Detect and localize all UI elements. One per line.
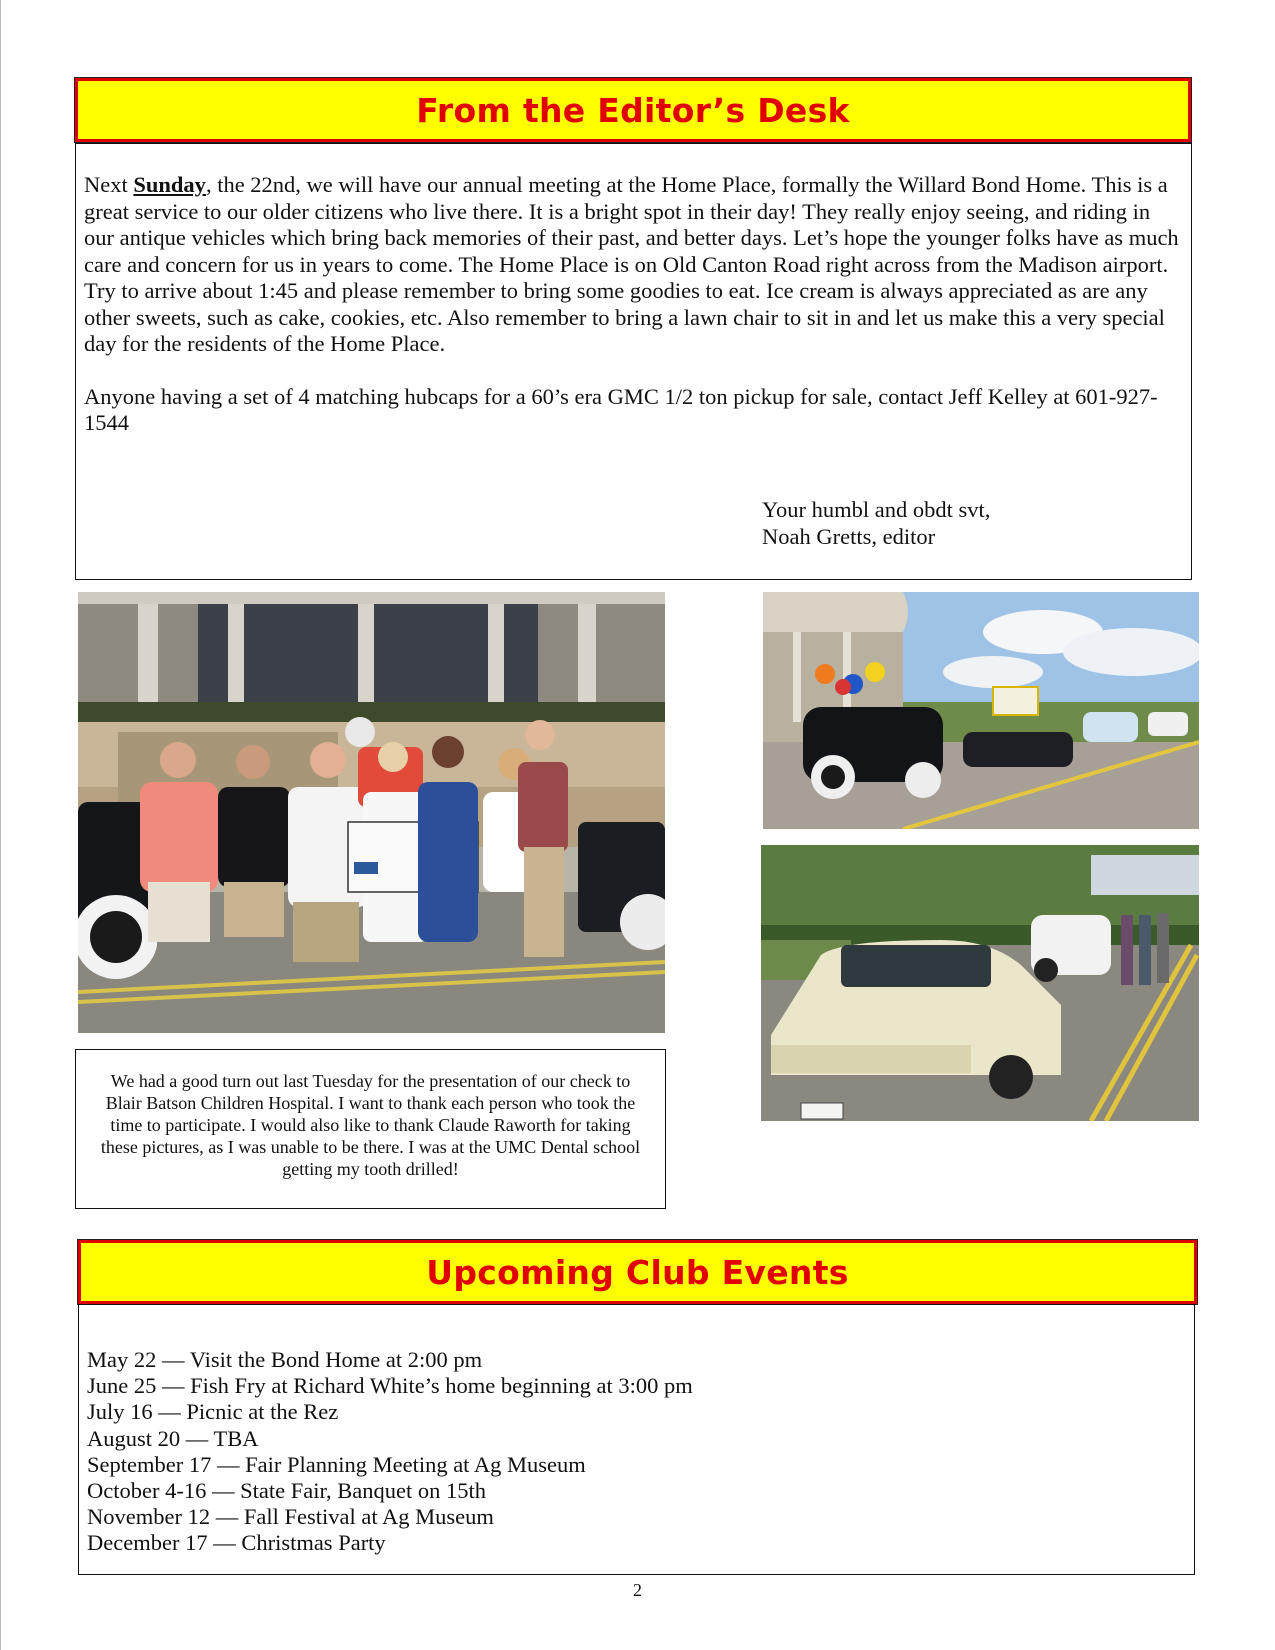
photo-caption-box (75, 1049, 666, 1209)
photo-caption-text: We had a good turn out last Tuesday for the presentation of our check to Blair Batson Children Hospital. I want to thank each person who took the time to participate. I would also like to thank Claude Raworth for taking these pictures, as I was unable to be there. I was at the UMC Dental school getting my tooth drilled! (100, 1071, 641, 1179)
event-item: July 16 — Picnic at the Rez (87, 1399, 339, 1425)
editor-letter (84, 172, 1184, 463)
editor-paragraph-2: Anyone having a set of 4 matching hubcaps for a 60’s era GMC 1/2 ton pickup for sale, contact Jeff Kelley at 601-927-1544 (84, 383, 1158, 435)
page-number: 2 (633, 1580, 642, 1600)
event-item: October 4-16 — State Fair, Banquet on 15th (87, 1478, 487, 1504)
event-item: September 17 — Fair Planning Meeting at Ag Museum (87, 1451, 586, 1477)
event-item: December 17 — Christmas Party (87, 1530, 386, 1556)
group-check-presentation-photo (78, 592, 665, 1033)
editor-desk-title: From the Editor’s Desk (416, 90, 850, 130)
upcoming-events-title: Upcoming Club Events (426, 1252, 849, 1292)
editor-paragraph-1: Next Sunday, the 22nd, we will have our annual meeting at the Home Place, formally the Willard Bond Home. This is a great service to our older citizens who live there. It is a bright spot in their day! They really enjoy seeing, and riding in our antique vehicles which bring back memories of their past, and better days. Let’s hope the younger folks have as much care and concern for us in years to come. The Home Place is on Old Canton Road right across from the Madison airport. Try to arrive about 1:45 and please remember to bring some goodies to eat. Ice cream is always appreciated as are any other sweets, such as cake, cookies, etc. Also remember to bring a lawn chair to sit in and let us make this a very special day for the residents of the Home Place. (84, 172, 1179, 356)
editor-desk-banner (75, 78, 1191, 142)
cream-sedan-parked-photo (761, 845, 1199, 1121)
signature-closing: Your humbl and obdt svt, (762, 497, 991, 522)
upcoming-events-box (78, 1304, 1195, 1575)
emphasis-sunday: Sunday (133, 172, 206, 197)
signature-name: Noah Gretts, editor (762, 524, 936, 549)
editor-desk-box (75, 143, 1192, 580)
event-item: November 12 — Fall Festival at Ag Museum (87, 1504, 494, 1530)
event-item: June 25 — Fish Fry at Richard White’s home beginning at 3:00 pm (87, 1373, 693, 1399)
page-edge (0, 0, 1, 1650)
editor-signature (762, 496, 990, 550)
events-list (87, 1347, 693, 1557)
event-item: May 22 — Visit the Bond Home at 2:00 pm (87, 1347, 483, 1372)
antique-cars-at-hospital-photo (763, 592, 1199, 829)
event-item: August 20 — TBA (87, 1425, 259, 1451)
upcoming-events-banner (78, 1240, 1197, 1304)
